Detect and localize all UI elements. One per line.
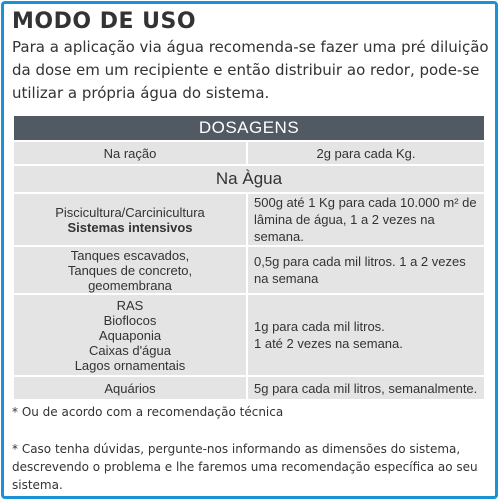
table-row — [13, 246, 485, 294]
table-row — [13, 193, 485, 246]
row-dosage — [247, 294, 485, 376]
table-header-row — [13, 115, 485, 141]
racao-value: 2g para cada Kg. — [247, 141, 485, 165]
racao-label: Na ração — [13, 141, 247, 165]
row-dosage: 5g para cada mil litros, semanalmente. — [247, 376, 485, 400]
row-dosage: 0,5g para cada mil litros. 1 a 2 vezes na semana — [247, 246, 485, 294]
row-dosage: 500g até 1 Kg para cada 10.000 m² de lâmina de água, 1 a 2 vezes na semana. — [247, 193, 485, 246]
dosage-table — [12, 114, 486, 401]
page-title: MODO DE USO — [12, 9, 197, 34]
row-category-line: Caixas d'água — [89, 342, 171, 358]
row-category-line: Lagos ornamentais — [74, 357, 186, 373]
table-row-agua-title — [13, 165, 485, 193]
row-category: Aquários — [13, 376, 247, 400]
row-dosage-line: 1 até 2 vezes na semana. — [254, 336, 403, 351]
row-category-line: Aquaponia — [98, 327, 162, 343]
note-contact: * Caso tenha dúvidas, pergunte-nos informando as dimensões do sistema, descrevendo o problema e lhe faremos uma recomendação específica ao seu sistema. — [12, 442, 478, 492]
note-technical: * Ou de acordo com a recomendação técnica — [12, 405, 284, 419]
row-category-line: Tanques de concreto, — [67, 262, 193, 278]
intro-text: Para a aplicação via água recomenda-se fazer uma pré diluição da dose em um recipiente e então distribuir ao redor, pode-se utilizar a própria água do sistema. — [12, 38, 489, 102]
table-title: DOSAGENS — [13, 115, 485, 141]
row-category — [13, 246, 247, 294]
row-category-line: Sistemas intensivos — [67, 219, 193, 235]
row-category-line: Tanques escavados, — [70, 247, 190, 263]
row-category — [13, 193, 247, 246]
row-category-line: geomembrana — [88, 277, 172, 293]
row-category-line: Bioflocos — [103, 312, 157, 328]
table-row-racao — [13, 141, 485, 165]
row-category-line: Piscicultura/Carcinicultura — [55, 204, 205, 220]
row-category — [13, 294, 247, 376]
row-category-line: RAS — [116, 297, 144, 313]
row-dosage-line: 1g para cada mil litros. — [254, 319, 385, 334]
table-row — [13, 376, 485, 400]
table-row — [13, 294, 485, 376]
agua-title: Na Àgua — [13, 165, 485, 193]
